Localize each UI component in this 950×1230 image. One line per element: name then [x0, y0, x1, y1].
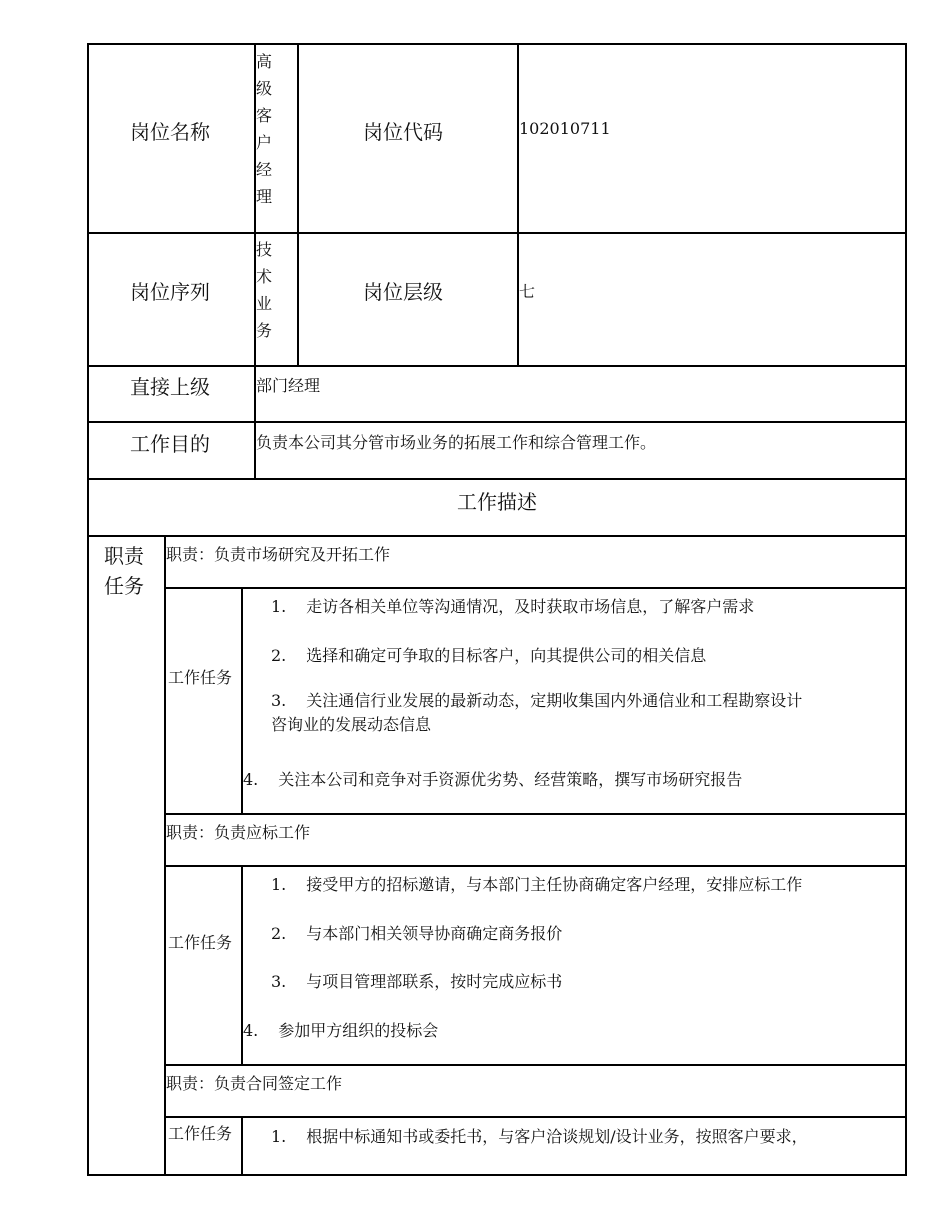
task-number: 3. [271, 972, 287, 991]
task-item-2 [271, 921, 562, 944]
task-label: 工作任务 [168, 933, 233, 952]
border-left [87, 43, 89, 1176]
task-text: 参加甲方组织的投标会 [278, 1021, 439, 1040]
rule-row4-bottom [87, 478, 907, 480]
rule-section-bottom [87, 535, 907, 537]
border-top [87, 43, 907, 45]
task-number: 1. [271, 1127, 287, 1146]
task-item-3 [271, 689, 901, 737]
task-label: 工作任务 [168, 668, 233, 687]
task-item-1 [271, 1124, 808, 1147]
duty-title: 职责：负责合同签定工作 [166, 1074, 343, 1093]
task-item-4 [243, 1018, 438, 1041]
task-number: 2. [271, 924, 287, 943]
value-position-name: 高级客户经理 [256, 52, 273, 206]
task-number: 1. [271, 597, 287, 616]
label-direct-superior: 直接上级 [130, 375, 210, 399]
rule-row2-bottom [87, 365, 907, 367]
rule-duty2-tasks-bottom [164, 1064, 907, 1066]
task-text-continued: 咨询业的发展动态信息 [271, 715, 432, 734]
task-number: 4. [243, 1021, 259, 1040]
task-text: 关注本公司和竞争对手资源优劣势、经营策略，撰写市场研究报告 [278, 770, 743, 789]
task-label: 工作任务 [168, 1124, 233, 1143]
label-work-purpose: 工作目的 [130, 432, 210, 456]
value-work-purpose: 负责本公司其分管市场业务的拓展工作和综合管理工作。 [256, 433, 657, 452]
rule-duty1-tasks-bottom [164, 813, 907, 815]
label-position-name: 岗位名称 [130, 120, 210, 144]
task-text: 选择和确定可争取的目标客户，向其提供公司的相关信息 [306, 646, 707, 665]
task-number: 1. [271, 875, 287, 894]
label-position-level: 岗位层级 [363, 280, 443, 304]
task-text: 与本部门相关领导协商确定商务报价 [306, 924, 563, 943]
rule-duty1-title-bottom [164, 587, 907, 589]
section-title-work-description: 工作描述 [457, 490, 537, 514]
task-number: 3. [271, 691, 287, 710]
task-text: 走访各相关单位等沟通情况，及时获取市场信息，了解客户需求 [306, 597, 755, 616]
task-item-1 [271, 872, 802, 895]
task-item-1 [271, 594, 754, 617]
task-text: 与项目管理部联系，按时完成应标书 [306, 972, 563, 991]
duty-title: 职责：负责市场研究及开拓工作 [166, 545, 391, 564]
task-text: 根据中标通知书或委托书，与客户洽谈规划/设计业务，按照客户要求， [306, 1127, 808, 1146]
rule-duty2-title-bottom [164, 865, 907, 867]
task-text: 关注通信行业发展的最新动态，定期收集国内外通信业和工程勘察设计 [306, 691, 803, 710]
value-direct-superior: 部门经理 [256, 376, 321, 395]
value-position-sequence: 技术业务 [256, 240, 273, 340]
label-position-code: 岗位代码 [363, 120, 443, 144]
border-right [905, 43, 907, 1176]
rule-v-col2 [297, 43, 299, 367]
task-item-3 [271, 969, 562, 992]
duties-label: 职责任务 [104, 544, 144, 598]
label-position-sequence: 岗位序列 [130, 280, 210, 304]
task-text: 接受甲方的招标邀请，与本部门主任协商确定客户经理，安排应标工作 [306, 875, 803, 894]
task-item-2 [271, 643, 706, 666]
border-bottom [87, 1174, 907, 1176]
rule-v-col3 [517, 43, 519, 367]
duty-title: 职责：负责应标工作 [166, 823, 311, 842]
value-position-level: 七 [519, 282, 536, 301]
rule-row1-bottom [87, 232, 907, 234]
value-position-code: 102010711 [519, 119, 611, 138]
rule-duty3-title-bottom [164, 1116, 907, 1118]
rule-v-task3 [241, 1116, 243, 1176]
task-number: 2. [271, 646, 287, 665]
task-item-4 [243, 767, 742, 790]
rule-row3-bottom [87, 421, 907, 423]
task-number: 4. [243, 770, 259, 789]
